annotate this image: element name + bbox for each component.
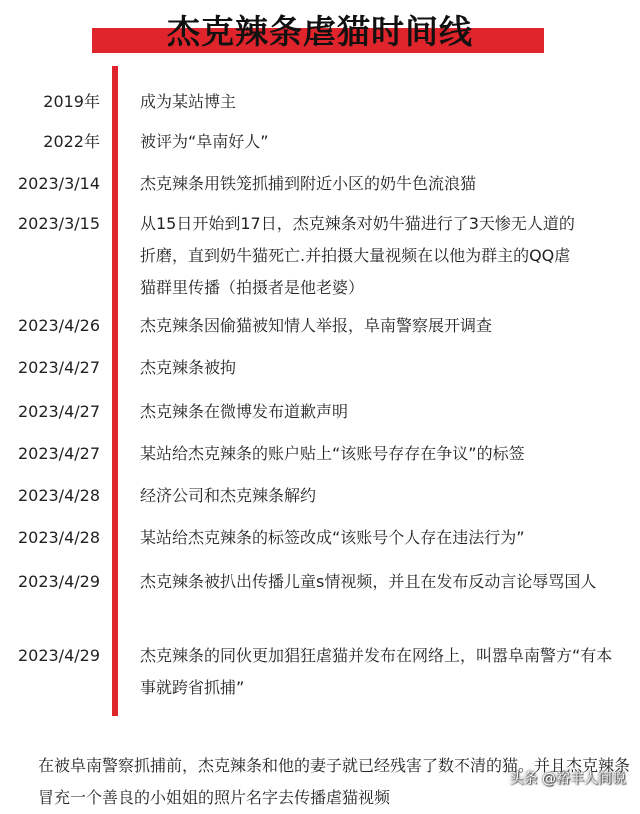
event-description: 杰克辣条被拘 [140,358,237,377]
event-description: 被评为“阜南好人” [140,132,269,151]
summary-paragraph: 在被阜南警察抓捕前，杰克辣条和他的妻子就已经残害了数不清的猫。并且杰克辣条冒充一个善良的小姐姐的照片名字去传播虐猫视频 [38,756,631,807]
event-date: 2023/4/28 [17,528,100,547]
event-description: 杰克辣条用铁笼抓捕到附近小区的奶牛色流浪猫 [140,174,477,193]
source-watermark: 头条 @裕丰人间说 [509,771,626,787]
event-description: 经济公司和杰克辣条解约 [140,486,317,505]
event-description: 某站给杰克辣条的标签改成“该账号个人存在违法行为” [140,528,525,547]
event-date: 2023/3/15 [17,214,100,233]
event-date: 2023/4/29 [17,572,100,591]
event-date: 2023/4/27 [17,402,100,421]
event-date: 2023/4/26 [17,316,100,335]
timeline-line [112,66,118,716]
event-description: 杰克辣条在微博发布道歉声明 [140,402,349,421]
event-date: 2023/4/28 [17,486,100,505]
event-date: 2023/3/14 [17,174,100,193]
event-description: 成为某站博主 [140,92,237,111]
event-date: 2022年 [43,132,100,151]
event-date: 2023/4/27 [17,444,100,463]
event-description: 杰克辣条被扒出传播儿童s情视频，并且在发布反动言论辱骂国人 [140,572,597,591]
event-description: 杰克辣条的同伙更加猖狂虐猫并发布在网络上，叫嚣阜南警方“有本事就跨省抓捕” [140,646,613,697]
event-description: 杰克辣条因偷猫被知情人举报，阜南警察展开调查 [140,316,493,335]
event-date: 2023/4/29 [17,646,100,665]
event-date: 2023/4/27 [17,358,100,377]
page-title: 杰克辣条虐猫时间线 [167,12,473,51]
event-date: 2019年 [43,92,100,111]
event-description: 某站给杰克辣条的账户贴上“该账号存存在争议”的标签 [140,444,525,463]
event-description: 从15日开始到17日，杰克辣条对奶牛猫进行了3天惨无人道的折磨，直到奶牛猫死亡.并拍摄大量视频在以他为群主的QQ虐猫群里传播（拍摄者是他老婆） [140,214,575,297]
